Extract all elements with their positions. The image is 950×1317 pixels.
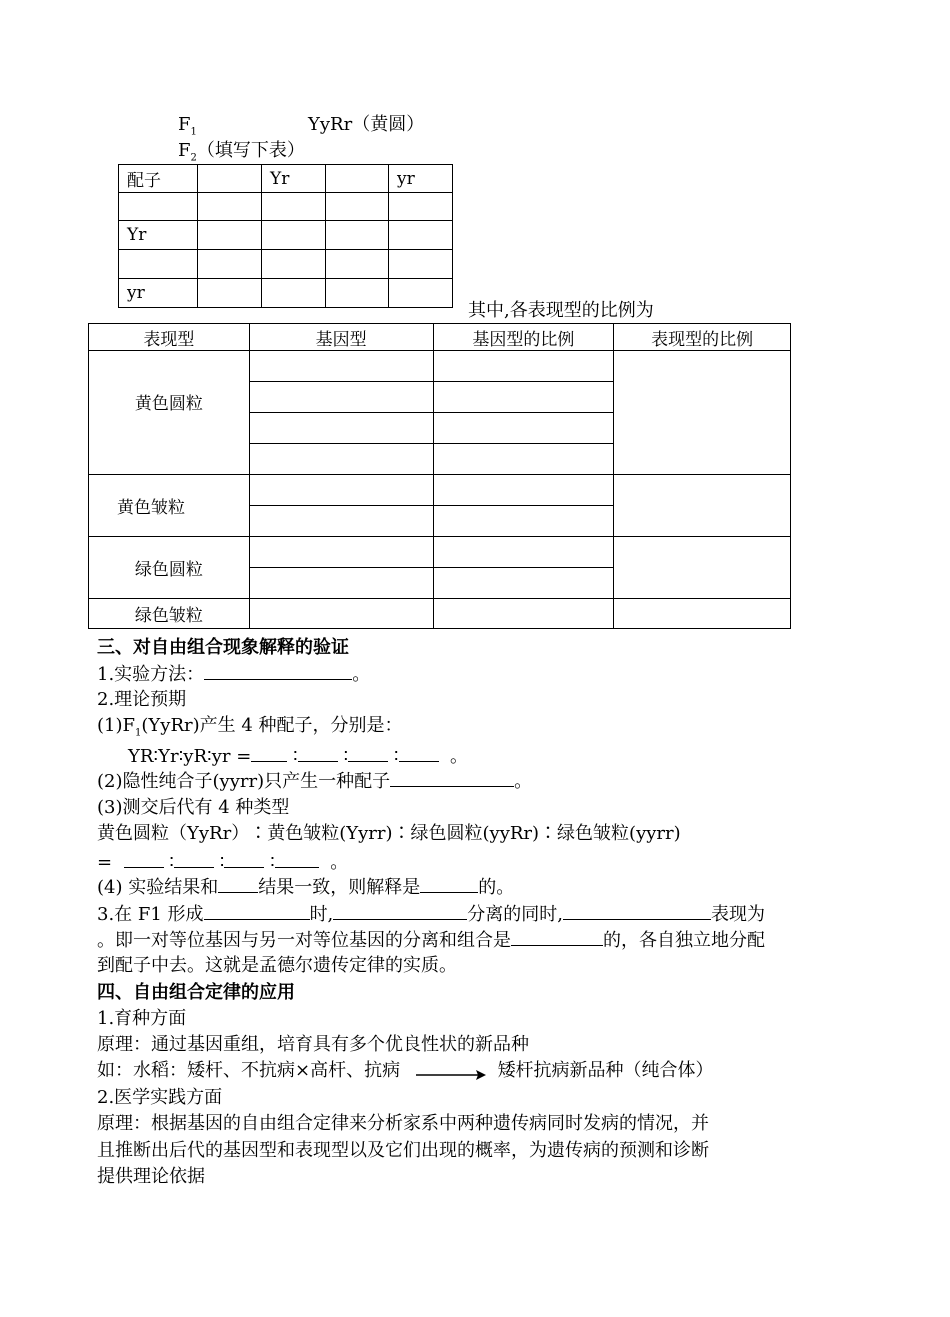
section3-title: 三、对自由组合现象解释的验证 <box>97 637 349 658</box>
pheno-header: 基因型 <box>249 324 433 351</box>
gamete-cell[interactable] <box>389 193 453 221</box>
breeding-heading: 1.育种方面 <box>97 1008 187 1029</box>
ratio-blank[interactable] <box>124 849 164 868</box>
genotype-ratio-cell[interactable] <box>433 413 614 444</box>
genotype-cell[interactable] <box>249 537 433 568</box>
prediction-3: (3)测交后代有 4 种类型 <box>97 797 290 818</box>
separation-blank[interactable] <box>333 901 467 920</box>
gamete-header-cell <box>326 165 389 193</box>
genotype-ratio-cell[interactable] <box>433 351 614 382</box>
phenotype-green-wrinkled: 绿色皱粒 <box>89 599 250 629</box>
noninterference-blank[interactable] <box>511 927 603 946</box>
genotype-cell[interactable] <box>249 413 433 444</box>
genotype-cell[interactable] <box>249 444 433 475</box>
phenotype-ratio-cell[interactable] <box>614 537 791 599</box>
gamete-cell[interactable] <box>262 250 326 279</box>
combination-blank[interactable] <box>563 901 711 920</box>
testcross-ratio-line: = ∶ ∶ ∶ 。 <box>97 849 348 876</box>
gamete-row-label: yr <box>119 279 198 308</box>
gamete-cell[interactable] <box>198 279 262 308</box>
ratio-blank[interactable] <box>298 743 338 762</box>
method-line: 1.实验方法： 。 <box>97 661 370 688</box>
gamete-cell[interactable] <box>198 193 262 221</box>
gamete-cell[interactable] <box>262 193 326 221</box>
genotype-ratio-cell[interactable] <box>433 506 614 537</box>
pheno-header: 表现型的比例 <box>614 324 791 351</box>
medical-heading: 2.医学实践方面 <box>97 1087 223 1108</box>
phenotype-yellow-wrinkled: 黄色皱粒 <box>89 475 250 537</box>
result-blank[interactable] <box>218 874 258 893</box>
essence-line-2: 。即一对等位基因与另一对等位基因的分离和组合是 的，各自独立地分配 <box>97 927 765 954</box>
prediction-4: (4) 实验结果和 结果一致，则解释是 的。 <box>97 874 514 901</box>
arrow-icon <box>416 1064 486 1078</box>
phenotype-table <box>88 323 791 629</box>
gamete-cell[interactable] <box>198 250 262 279</box>
ratio-blank[interactable] <box>174 849 214 868</box>
gamete-cell[interactable] <box>389 250 453 279</box>
genotype-ratio-cell[interactable] <box>433 475 614 506</box>
gamete-header-cell: 配子 <box>119 165 198 193</box>
prediction-heading: 2.理论预期 <box>97 689 187 710</box>
ratio-blank[interactable] <box>251 743 287 762</box>
gamete-row-label <box>119 250 198 279</box>
gamete-header-cell: Yr <box>262 165 326 193</box>
section4-title: 四、自由组合定律的应用 <box>97 982 295 1003</box>
gamete-cell[interactable] <box>198 221 262 250</box>
gamete-cell[interactable] <box>389 279 453 308</box>
formation-blank[interactable] <box>204 901 310 920</box>
gamete-cell[interactable] <box>262 221 326 250</box>
gamete-cell[interactable] <box>326 279 389 308</box>
method-blank[interactable] <box>204 661 316 680</box>
phenotype-ratio-cell[interactable] <box>614 599 791 629</box>
testcross-types: 黄色圆粒（YyRr）∶黄色皱粒(Yyrr)∶绿色圆粒(yyRr)∶绿色皱粒(yyrr) <box>97 823 681 844</box>
genotype-cell[interactable] <box>249 351 433 382</box>
genotype-cell[interactable] <box>249 506 433 537</box>
f1-genotype: YyRr（黄圆） <box>308 114 425 135</box>
ratio-blank[interactable] <box>399 743 439 762</box>
gamete-table <box>118 164 453 308</box>
genotype-cell[interactable] <box>249 599 433 629</box>
gamete-cell[interactable] <box>389 221 453 250</box>
genotype-ratio-cell[interactable] <box>433 537 614 568</box>
genotype-ratio-cell[interactable] <box>433 382 614 413</box>
ratio-blank[interactable] <box>275 849 319 868</box>
medical-principle-2: 且推断出后代的基因型和表现型以及它们出现的概率，为遗传病的预测和诊断 <box>97 1140 709 1161</box>
phenotype-ratio-cell[interactable] <box>614 475 791 537</box>
gamete-header-cell: yr <box>389 165 453 193</box>
genotype-cell[interactable] <box>249 382 433 413</box>
explanation-blank[interactable] <box>420 874 478 893</box>
genotype-cell[interactable] <box>249 475 433 506</box>
phenotype-ratio-cell[interactable] <box>614 351 791 475</box>
prediction-1: $(1)F_1(YyRr)$产生 4 种配子，分别是： <box>97 715 403 739</box>
genotype-ratio-cell[interactable] <box>433 444 614 475</box>
breeding-principle: 原理：通过基因重组，培育具有多个优良性状的新品种 <box>97 1034 529 1055</box>
gamete-blank[interactable] <box>390 768 514 787</box>
gamete-ratio-line: YR∶Yr∶yR∶yr = ∶ ∶ ∶ 。 <box>128 743 468 770</box>
ratio-blank[interactable] <box>348 743 388 762</box>
genotype-cell[interactable] <box>249 568 433 599</box>
pheno-header: 表现型 <box>89 324 250 351</box>
essence-line-1: 3.在 F1 形成 时, 分离的同时, 表现为 <box>97 901 765 928</box>
essence-line-3: 到配子中去。这就是孟德尔遗传定律的实质。 <box>97 955 457 976</box>
gamete-cell[interactable] <box>326 250 389 279</box>
pheno-header: 基因型的比例 <box>433 324 614 351</box>
ratio-blank[interactable] <box>224 849 264 868</box>
gamete-row-label: Yr <box>119 221 198 250</box>
gamete-cell[interactable] <box>262 279 326 308</box>
genotype-ratio-cell[interactable] <box>433 599 614 629</box>
medical-principle-3: 提供理论依据 <box>97 1166 205 1187</box>
f2-label: $F_2$（填写下表） <box>178 140 305 164</box>
phenotype-yellow-round: 黄色圆粒 <box>89 351 250 475</box>
phenotype-green-round: 绿色圆粒 <box>89 537 250 599</box>
medical-principle-1: 原理：根据基因的自由组合定律来分析家系中两种遗传病同时发病的情况，并 <box>97 1113 709 1134</box>
breeding-example: 如：水稻：矮杆、不抗病×高杆、抗病 矮杆抗病新品种（纯合体） <box>97 1060 714 1081</box>
f1-label: $F_1$ <box>178 114 197 138</box>
genotype-ratio-cell[interactable] <box>433 568 614 599</box>
gamete-cell[interactable] <box>326 221 389 250</box>
gamete-row-label <box>119 193 198 221</box>
gamete-cell[interactable] <box>326 193 389 221</box>
prediction-2: (2)隐性纯合子(yyrr)只产生一种配子 。 <box>97 768 532 795</box>
ratio-intro: 其中,各表现型的比例为 <box>468 300 654 321</box>
gamete-header-cell <box>198 165 262 193</box>
